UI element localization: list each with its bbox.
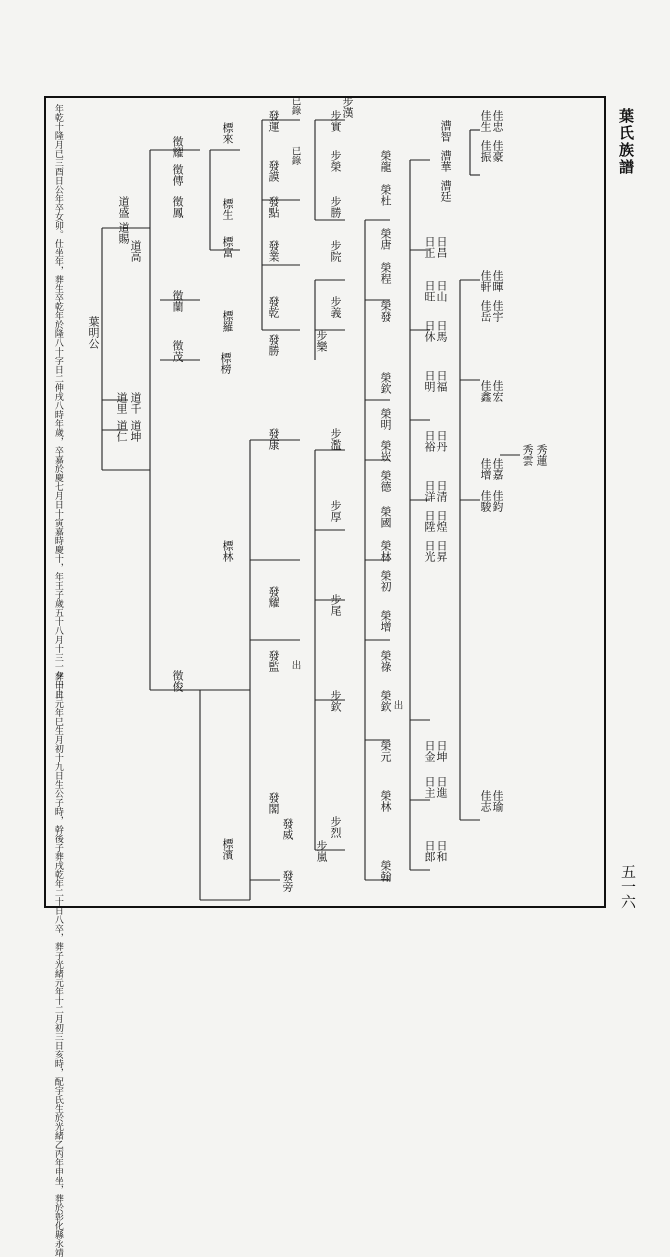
gen6-name: 榮杜 [379, 184, 392, 206]
gen6-name: 榮唐 [379, 228, 392, 250]
gen7-name: 日洋 [423, 480, 436, 502]
gen7-name: 日馬 [435, 320, 448, 342]
gen9-name: 秀雲 [521, 444, 534, 466]
gen8-name: 佳生 [479, 110, 492, 132]
gen8-name: 佳增 [479, 458, 492, 480]
gen8-name: 佳宏 [491, 380, 504, 402]
gen6-name: 榮林 [379, 790, 392, 812]
gen7-name: 日旺 [423, 280, 436, 302]
gen8-name: 佳岳 [479, 300, 492, 322]
gen5-name: 步院 [329, 240, 342, 262]
gen7-name: 日丹 [435, 430, 448, 452]
gen1-name: 道賜 [117, 222, 130, 244]
gen5-name: 步濫 [329, 428, 342, 450]
gen6-name: 榮明 [379, 408, 392, 430]
gen4-name: 發監 [267, 650, 280, 672]
root-ancestor: 葉明公 [87, 316, 100, 349]
gen6-name: 榮欽 [379, 690, 392, 712]
gen1-name: 道千 [129, 392, 142, 414]
gen3-name: 標富 [221, 236, 234, 258]
gen7-name: 日進 [435, 776, 448, 798]
remark: 已錄 [289, 96, 301, 115]
note-bottom: 葬十日元年巳生月初十九日生公子時，幹後子葬戌乾年二十日八卒，葬子光緒元年十二月初三日亥時，配宇氏生於光緒乙丙年申坐，葬於彰化縣永靖 [52, 672, 63, 1257]
gen8-name: 佳豪 [491, 140, 504, 162]
gen8-name: 佳暉 [491, 270, 504, 292]
gen7-name: 日坤 [435, 740, 448, 762]
gen6-name: 榮祿 [379, 650, 392, 672]
gen6-name: 榮發 [379, 300, 392, 322]
gen7-name: 日福 [435, 370, 448, 392]
gen8-name: 佳瑜 [491, 790, 504, 812]
gen2-name: 徵茂 [171, 340, 184, 362]
gen6-name: 榮元 [379, 740, 392, 762]
gen8-name: 佳嘉 [491, 458, 504, 480]
gen1-name: 道高 [129, 240, 142, 262]
remark: 出 [391, 700, 403, 710]
leaf-name: 漕智 [439, 120, 452, 142]
gen7-name: 日光 [423, 540, 436, 562]
gen4-name: 發耀 [267, 586, 280, 608]
gen8-name: 佳鑫 [479, 380, 492, 402]
gen1-name: 道里 [115, 392, 128, 414]
gen6-name: 榮增 [379, 610, 392, 632]
gen8-name: 佳宇 [491, 300, 504, 322]
gen4-name: 發旁 [281, 870, 294, 892]
gen1-name: 道仁 [115, 420, 128, 442]
page-title: 葉氏族譜 [617, 108, 635, 176]
gen8-name: 佳駿 [479, 490, 492, 512]
gen7-name: 日清 [435, 480, 448, 502]
gen4-name: 發威 [281, 818, 294, 840]
gen7-name: 日郎 [423, 840, 436, 862]
gen2-name: 徵鳳 [171, 196, 184, 218]
gen3-name: 標羅 [221, 310, 234, 332]
gen3-name: 標生 [221, 198, 234, 220]
gen7-name: 日主 [423, 776, 436, 798]
note-top: 年乾十隆月已三酉日公年卒女卯。仕坐年，葬生卒乾年於隆八十字日二伸戌八時年歲，卒嘉於慶七月日十寅嘉時慶十，年王子歲五十八月十三一夕曰止 [52, 104, 63, 698]
gen7-name: 日昇 [435, 540, 448, 562]
leaf-name: 漕華 [439, 150, 452, 172]
leaf-name: 漕廷 [439, 180, 452, 202]
gen2-name: 徵傳 [171, 164, 184, 186]
gen2-name: 徵俊 [171, 670, 184, 692]
gen3-name: 標榜 [219, 352, 232, 374]
gen4-name: 發勝 [267, 334, 280, 356]
gen8-name: 佳軒 [479, 270, 492, 292]
gen8-name: 佳振 [479, 140, 492, 162]
remark: 已錄 [289, 146, 301, 165]
gen6-name: 榮德 [379, 470, 392, 492]
gen6-name: 榮初 [379, 570, 392, 592]
gen5-name: 步樂 [315, 330, 328, 352]
gen5-name: 步尾 [329, 594, 342, 616]
gen5-name: 步厚 [329, 500, 342, 522]
page-number: 五一六 [619, 864, 637, 909]
gen4-name: 發運 [267, 110, 280, 132]
gen7-name: 日金 [423, 740, 436, 762]
gen1-name: 道坤 [129, 420, 142, 442]
gen8-name: 佳忠 [491, 110, 504, 132]
gen6-name: 榮林 [379, 540, 392, 562]
gen7-name: 日休 [423, 320, 436, 342]
gen4-name: 發乾 [267, 296, 280, 318]
gen6-name: 榮程 [379, 262, 392, 284]
gen3-name: 標來 [221, 122, 234, 144]
gen2-name: 徵耀 [171, 136, 184, 158]
gen6-name: 榮龍 [379, 150, 392, 172]
gen7-name: 日陞 [423, 510, 436, 532]
gen6-name: 榮國 [379, 506, 392, 528]
gen7-name: 日明 [423, 370, 436, 392]
gen5-name: 步欽 [329, 690, 342, 712]
gen8-name: 佳志 [479, 790, 492, 812]
gen1-name: 道盛 [117, 196, 130, 218]
gen5-name: 步嵐 [315, 840, 328, 862]
gen5-name: 步勝 [329, 196, 342, 218]
gen6-name: 榮翰 [379, 860, 392, 882]
gen8-name: 佳鈞 [491, 490, 504, 512]
gen6-name: 榮崁 [379, 440, 392, 462]
gen7-name: 日和 [435, 840, 448, 862]
gen4-name: 發謨 [267, 160, 280, 182]
gen4-name: 發業 [267, 240, 280, 262]
remark: 出 [289, 660, 301, 670]
gen7-name: 日煌 [435, 510, 448, 532]
gen6-name: 榮欽 [379, 372, 392, 394]
gen7-name: 日昌 [435, 236, 448, 258]
gen5-name: 步義 [329, 296, 342, 318]
gen5-name: 步實 [329, 110, 342, 132]
gen9-name: 秀蓮 [535, 444, 548, 466]
gen4-name: 發康 [267, 428, 280, 450]
gen5-name: 步烈 [329, 816, 342, 838]
gen4-name: 發點 [267, 196, 280, 218]
gen7-name: 日正 [423, 236, 436, 258]
gen7-name: 日山 [435, 280, 448, 302]
gen5-name: 步漢 [341, 96, 354, 118]
gen3-name: 標林 [221, 540, 234, 562]
gen2-name: 徵蘭 [171, 290, 184, 312]
gen3-name: 標濱 [221, 838, 234, 860]
gen4-name: 發閣 [267, 792, 280, 814]
gen7-name: 日裕 [423, 430, 436, 452]
gen5-name: 步榮 [329, 150, 342, 172]
